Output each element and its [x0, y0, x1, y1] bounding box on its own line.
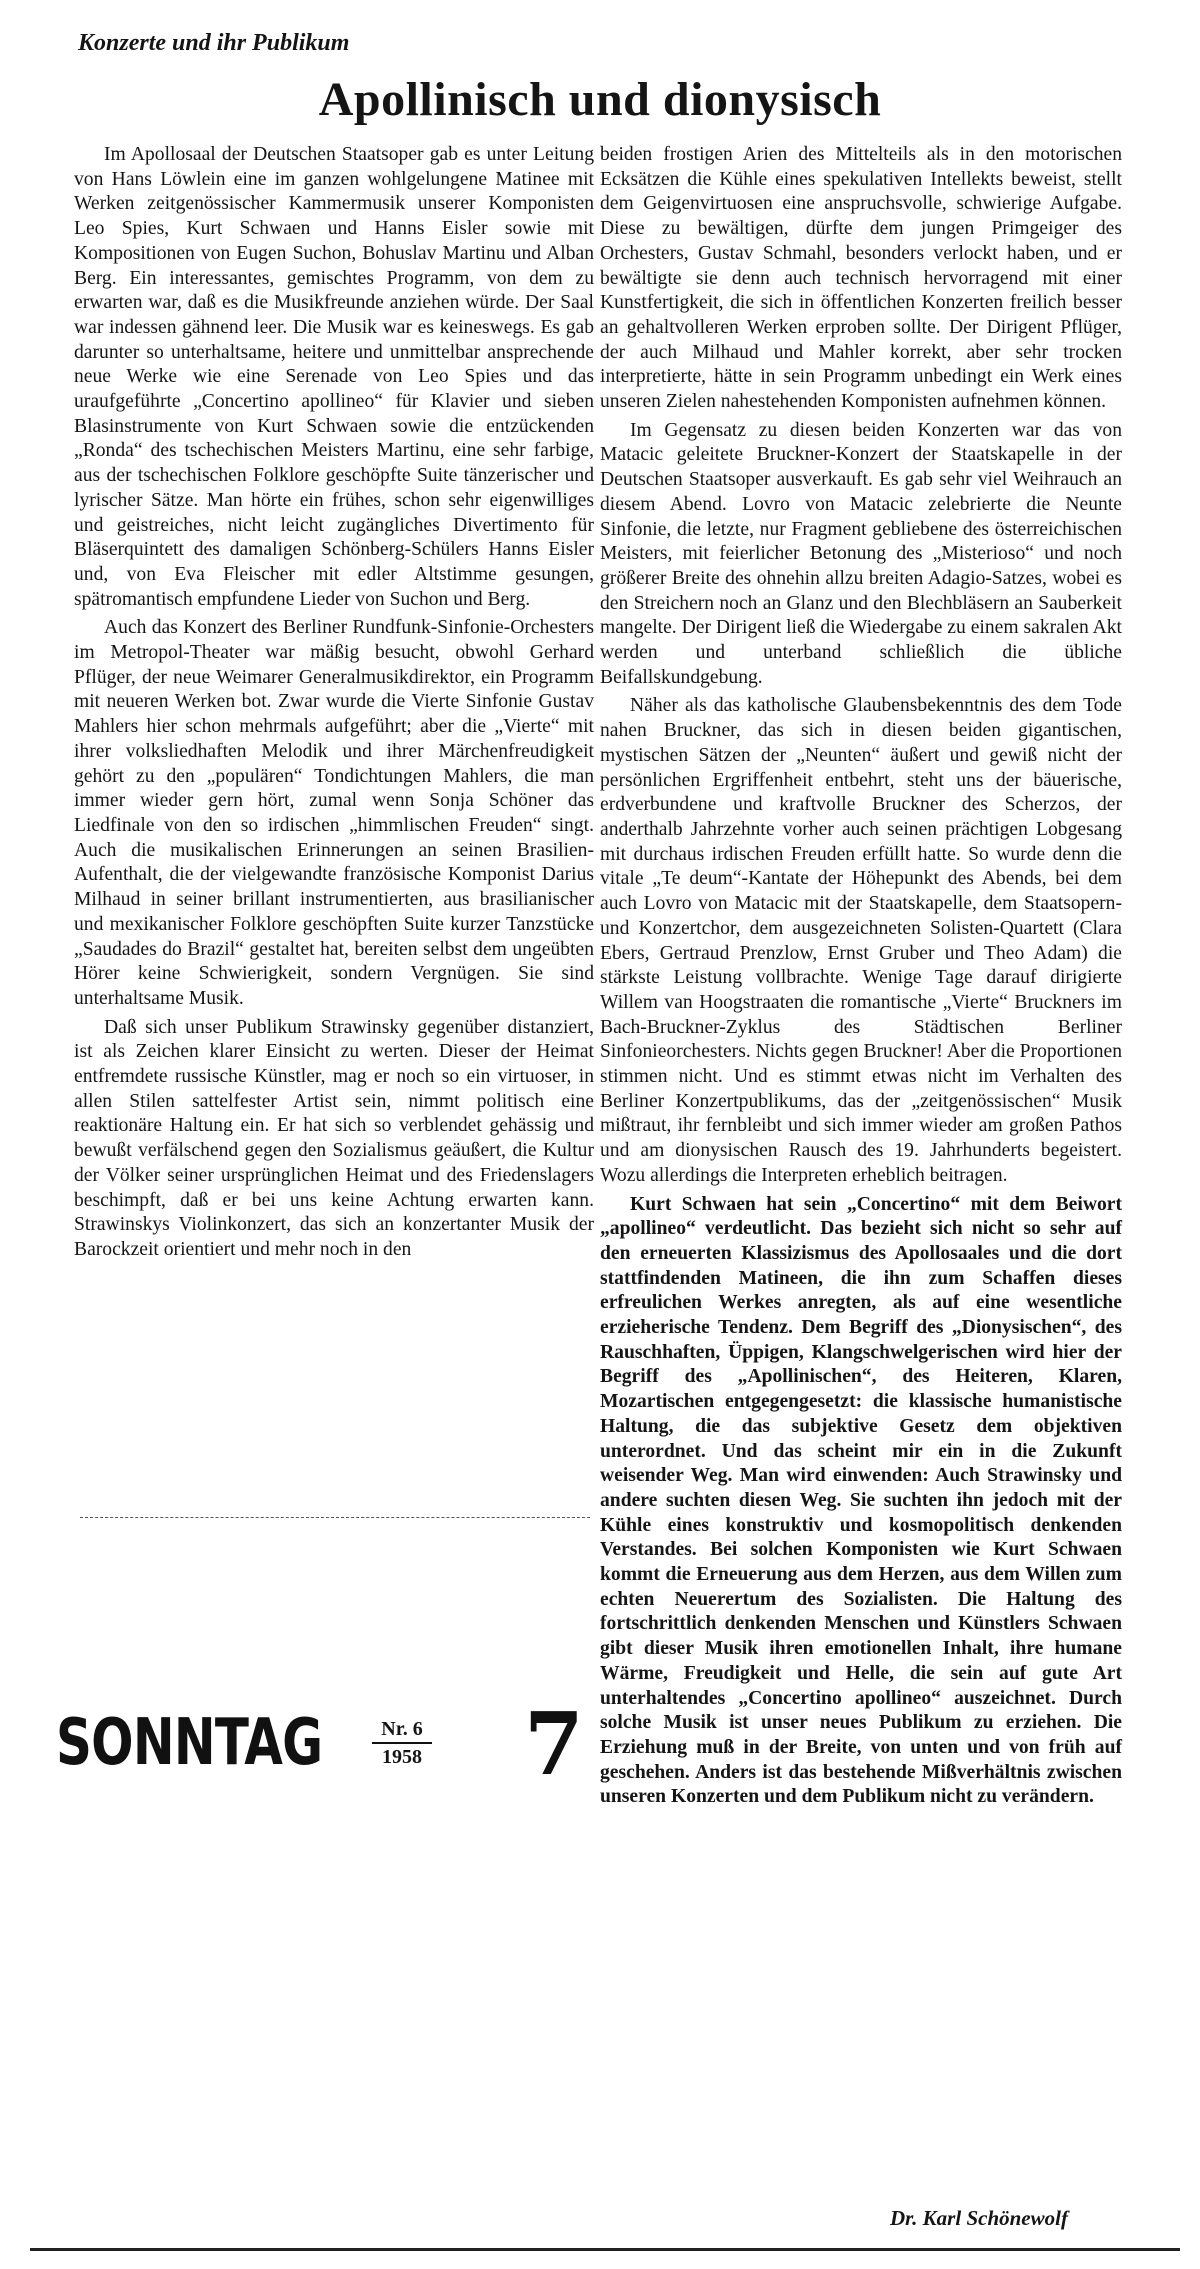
issue-year: 1958: [372, 1742, 432, 1770]
paragraph: Im Gegensatz zu diesen beiden Konzerten war das von Matacic geleitete Bruckner-Konzert der Staatskapelle in der Deutschen Staatsoper ausverkauft. Es gab sehr viel Weihrauch an diesem Abend. Lovro von Matacic zelebrierte die Neunte Sinfonie, die letzte, nur Fragment gebliebene des österreichischen Meisters, mit feierlicher Betonung des „Misterioso“ und noch größerer Breite des ohnehin allzu breiten Adagio-Satzes, wobei es den Streichern noch an Glanz und den Blechbläsern an Sauberkeit mangelte. Der Dirigent ließ die Wiedergabe zu einem sakralen Akt werden und unterband schließlich die übliche Beifallskundgebung.: [600, 419, 1122, 688]
paragraph: Auch das Konzert des Berliner Rundfunk-Sinfonie-Orchesters im Metropol-Theater war mäßig besucht, obwohl Gerhard Pflüger, der neue Weimarer Generalmusikdirektor, ein Programm mit neueren Werken bot. Zwar wurde die Vierte Sinfonie Gustav Mahlers hier schon mehrmals aufgeführt; aber die „Vierte“ mit ihrer volksliedhaften Melodik und ihrer Märchenfreudigkeit gehört zu den „populären“ Tondichtungen Mahlers, die man immer wieder gern hört, zumal wenn Sonja Schöner das Liedfinale von den so irdischen „himmlischen Freuden“ singt. Auch die musikalischen Erinnerungen an seinen Brasilien-Aufenthalt, die der vielgewandte französische Komponist Darius Milhaud in seiner brillant instrumentierten, aus brasilianischer und mexikanischer Folklore geschöpften Suite kurzer Tanzstücke „Saudades do Brazil“ gestaltet hat, bereiten selbst dem ungeübten Hörer keine Schwierigkeit, sondern Vergnügen. Sie sind unterhaltsame Musik.: [74, 617, 594, 1009]
paragraph: Kurt Schwaen hat sein „Concertino“ mit dem Beiwort „apollineo“ verdeutlicht. Das bezieht sich nicht so sehr auf den erneuerten Klassizismus des Apollosaales und die dort stattfindenden Matineen, die ihn zum Schaffen dieses erfreulichen Werkes anregten, als auf eine wesentliche erzieherische Tendenz. Dem Begriff des „Dionysischen“, des Rauschhaften, Üppigen, Klangschwelgerischen wird hier der Begriff des „Apollinischen“, des Heiteren, Klaren, Mozartischen entgegengesetzt: die klassische humanistische Haltung, die das subjektive Gesetz dem objektiven unterordnet. Und das scheint mir ein in die Zukunft weisender Weg. Man wird einwenden: Auch Strawinsky und andere suchten diesen Weg. Sie suchten ihn jedoch mit der Kühle eines konstruktiv und kosmopolitisch denkenden Verstandes. Bei solchen Komponisten wie Kurt Schwaen kommt die Erneuerung aus dem Herzen, aus dem Willen zum echten Neuerertum des Sozialisten. Die Haltung des fortschrittlich denkenden Menschen und Künstlers Schwaen gibt dieser Musik ihren emotionellen Inhalt, ihre humane Wärme, Freudigkeit und Helle, die sein auf gute Art unterhaltendes „Concertino apollineo“ auszeichnet. Durch solche Musik ist unser neues Publikum zu erziehen. Die Erziehung muß in der Breite, von unten und von früh auf geschehen. Anders ist das bestehende Mißverhältnis zwischen unseren Konzerten und dem Publikum nicht zu verändern.: [600, 1193, 1122, 1808]
masthead: [56, 1694, 616, 1795]
column-end-rule: [80, 1517, 590, 1518]
author-signature: Dr. Karl Schönewolf: [890, 2206, 1068, 2230]
page-number: 7: [524, 1694, 584, 1795]
paragraph: Daß sich unser Publikum Strawinsky gegenüber distanziert, ist als Zeichen klarer Einsicht zu werten. Dieser der Heimat entfremdete russische Künstler, mag er noch so ein virtuoser, in allen Stilen sattelfester Artist sein, nimmt politisch eine reaktionäre Haltung ein. Er hat sich so verblendet gehässig und bewußt verfälschend gegen den Sozialismus geäußert, die Kultur der Völker seiner ursprünglichen Heimat und des Friedenslagers beschimpft, daß er bei uns keine Achtung erwarten kann. Strawinskys Violinkonzert, das sich an konzertanter Musik der Barockzeit orientiert und mehr noch in den: [74, 1016, 594, 1260]
issue-number: Nr. 6: [381, 1718, 423, 1740]
masthead-title: SONNTAG: [56, 1706, 323, 1780]
paragraph: Im Apollosaal der Deutschen Staatsoper gab es unter Leitung von Hans Löwlein eine im ganzen wohlgelungene Matinee mit Werken zeitgenössischer Kammermusik unserer Komponisten Leo Spies, Kurt Schwaen und Hanns Eisler sowie mit Kompositionen von Eugen Suchon, Bohuslav Martinu und Alban Berg. Ein interessantes, gemischtes Programm, von dem zu erwarten war, daß es die Musikfreunde anziehen würde. Der Saal war indessen gähnend leer. Die Musik war es keineswegs. Es gab darunter so unterhaltsame, heitere und unmittelbar ansprechende neue Werke wie eine Serenade von Leo Spies und das uraufgeführte „Concertino apollineo“ für Klavier und sieben Blasinstrumente von Kurt Schwaen sowie die entzückenden „Ronda“ des tschechischen Meisters Martinu, eine sehr farbige, aus der tschechischen Folklore geschöpfte Suite tänzerischer und lyrischer Sätze. Man hörte ein frühes, schon sehr eigenwilliges und geistreiches, nicht leicht zugängliches Divertimento für Bläserquintett des damaligen Schönberg-Schülers Hanns Eisler und, von Eva Fleischer mit edler Altstimme gesungen, spätromantisch empfundene Lieder von Suchon und Berg.: [74, 144, 594, 610]
issue-block: [372, 1716, 432, 1770]
article-column-right: [600, 143, 1122, 1814]
headline: Apollinisch und dionysisch: [318, 73, 882, 126]
article-column-left: [74, 143, 594, 1267]
kicker: Konzerte und ihr Publikum: [78, 30, 350, 56]
paragraph: Näher als das katholische Glaubensbekenntnis des dem Tode nahen Bruckner, das sich in diesen beiden gigantischen, mystischen Sätzen der „Neunten“ äußert und gewiß nicht der persönlichen Ergriffenheit entbehrt, steht uns der bäuerische, erdverbundene und kraftvolle Bruckner des Scherzos, der anderthalb Jahrzehnte vorher auch seinen prächtigen Lobgesang mit durchaus irdischen Freuden erfüllt hatte. So wurde denn die vitale „Te deum“-Kantate der Höhepunkt des Abends, bei dem auch Lovro von Matacic mit der Staatskapelle, dem Staatsopern- und Konzertchor, dem ausgezeichneten Solisten-Quartett (Clara Ebers, Gertraud Prenzlow, Ernst Gruber und Theo Adam) die stärkste Leistung vollbrachte. Wenige Tage darauf dirigierte Willem van Hoogstraaten die romantische „Vierte“ Bruckners im Bach-Bruckner-Zyklus des Städtischen Berliner Sinfonieorchesters. Nichts gegen Bruckner! Aber die Proportionen stimmen nicht. Und es stimmt etwas nicht im Verhalten des Berliner Konzertpublikums, das der „zeitgenössischen“ Musik mißtraut, ihr fernbleibt und sich immer wieder am großen Pathos und am dionysischen Rausch des 19. Jahrhunderts begeistert. Wozu allerdings die Interpreten erheblich beitragen.: [600, 695, 1122, 1186]
paragraph: beiden frostigen Arien des Mittelteils als in den motorischen Ecksätzen die Kühle eines spekulativen Intellekts beweist, stellt dem Geigenvirtuosen eine anspruchsvolle, schwierige Aufgabe. Diese zu bewältigen, dürfte dem jungen Primgeiger des Orchesters, Gustav Schmahl, besonders verlockt haben, und er bewältigte sie denn auch technisch hervorragend mit einer Kunstfertigkeit, die sich in öffentlichen Konzerten freilich besser an gehaltvolleren Werken erproben sollte. Der Dirigent Pflüger, der auch Milhaud und Mahler korrekt, aber sehr trocken interpretierte, hätte in sein Programm unbedingt ein Werk eines unseren Zielen nahestehenden Komponisten aufnehmen können.: [600, 144, 1122, 413]
bottom-rule: [30, 2248, 1180, 2251]
